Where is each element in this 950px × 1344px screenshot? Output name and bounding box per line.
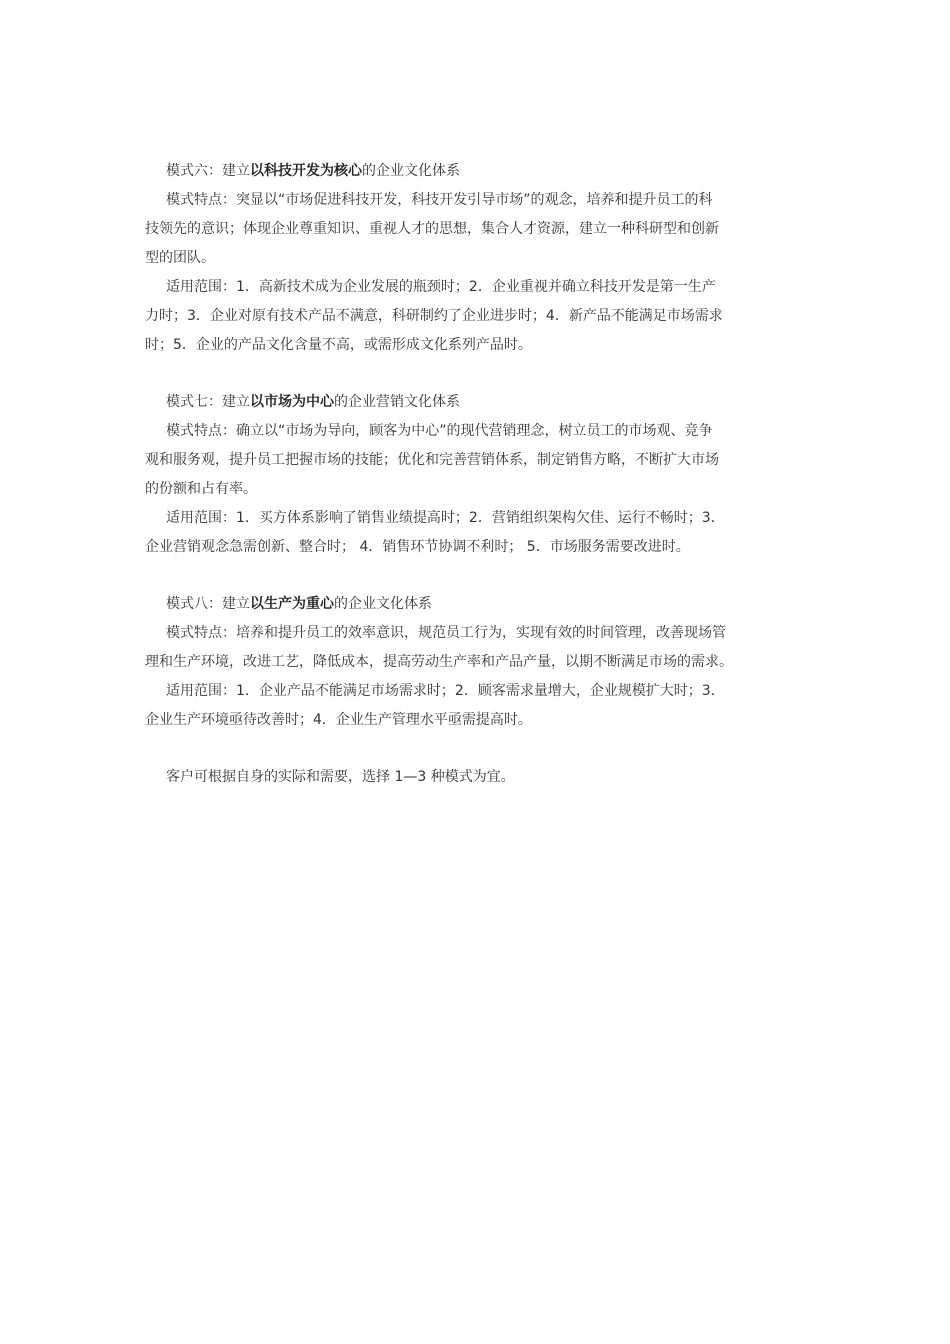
scope-paragraph [145,504,805,562]
heading-prefix: 模式八：建立 [166,596,250,612]
section-heading [145,590,805,619]
text-line: 模式特点：培养和提升员工的效率意识，规范员工行为，实现有效的时间管理，改善现场管 [166,625,726,641]
heading-suffix: 的企业文化体系 [362,163,460,179]
section-heading [145,388,805,417]
text-line: 企业生产环境亟待改善时；4．企业生产管理水平亟需提高时。 [145,712,532,728]
heading-emphasis: 以市场为中心 [250,394,334,410]
text-line: 适用范围：1．企业产品不能满足市场需求时；2．顾客需求量增大，企业规模扩大时；3． [166,683,725,699]
heading-emphasis: 以生产为重心 [250,596,334,612]
text-line: 理和生产环境，改进工艺，降低成本，提高劳动生产率和产品产量，以期不断满足市场的需求。 [145,654,733,670]
features-paragraph [145,186,805,273]
heading-prefix: 模式六：建立 [166,163,250,179]
text-line: 时；5．企业的产品文化含量不高，或需形成文化系列产品时。 [145,337,532,353]
text-line: 型的团队。 [145,250,215,266]
text-line: 适用范围：1．买方体系影响了销售业绩提高时；2．营销组织架构欠佳、运行不畅时；3． [166,510,725,526]
section-heading [145,157,805,186]
text-line: 力时；3．企业对原有技术产品不满意，科研制约了企业进步时；4．新产品不能满足市场需求 [145,308,723,324]
scope-paragraph [145,677,805,735]
text-line: 观和服务观，提升员工把握市场的技能；优化和完善营销体系，制定销售方略，不断扩大市场 [145,452,719,468]
text-line: 企业营销观念急需创新、整合时； 4．销售环节协调不利时； 5．市场服务需要改进时。 [145,539,690,555]
text-line: 技领先的意识；体现企业尊重知识、重视人才的思想，集合人才资源，建立一种科研型和创新 [145,221,719,237]
heading-prefix: 模式七：建立 [166,394,250,410]
text-line: 模式特点：确立以“市场为导向，顾客为中心”的现代营销理念，树立员工的市场观、竞争 [166,423,713,439]
heading-emphasis: 以科技开发为核心 [250,163,362,179]
closing-text: 客户可根据自身的实际和需要，选择 1—3 种模式为宜。 [166,769,515,785]
features-paragraph [145,619,805,677]
scope-paragraph [145,273,805,360]
heading-suffix: 的企业营销文化体系 [334,394,460,410]
document-page [145,157,805,820]
heading-suffix: 的企业文化体系 [334,596,432,612]
text-line: 模式特点：突显以“市场促进科技开发，科技开发引导市场”的观念，培养和提升员工的科 [166,192,713,208]
section-mode-7 [145,388,805,562]
section-mode-6 [145,157,805,360]
text-line: 适用范围：1．高新技术成为企业发展的瓶颈时；2．企业重视并确立科技开发是第一生产 [166,279,716,295]
closing-paragraph [145,763,805,792]
features-paragraph [145,417,805,504]
text-line: 的份额和占有率。 [145,481,257,497]
section-mode-8 [145,590,805,735]
